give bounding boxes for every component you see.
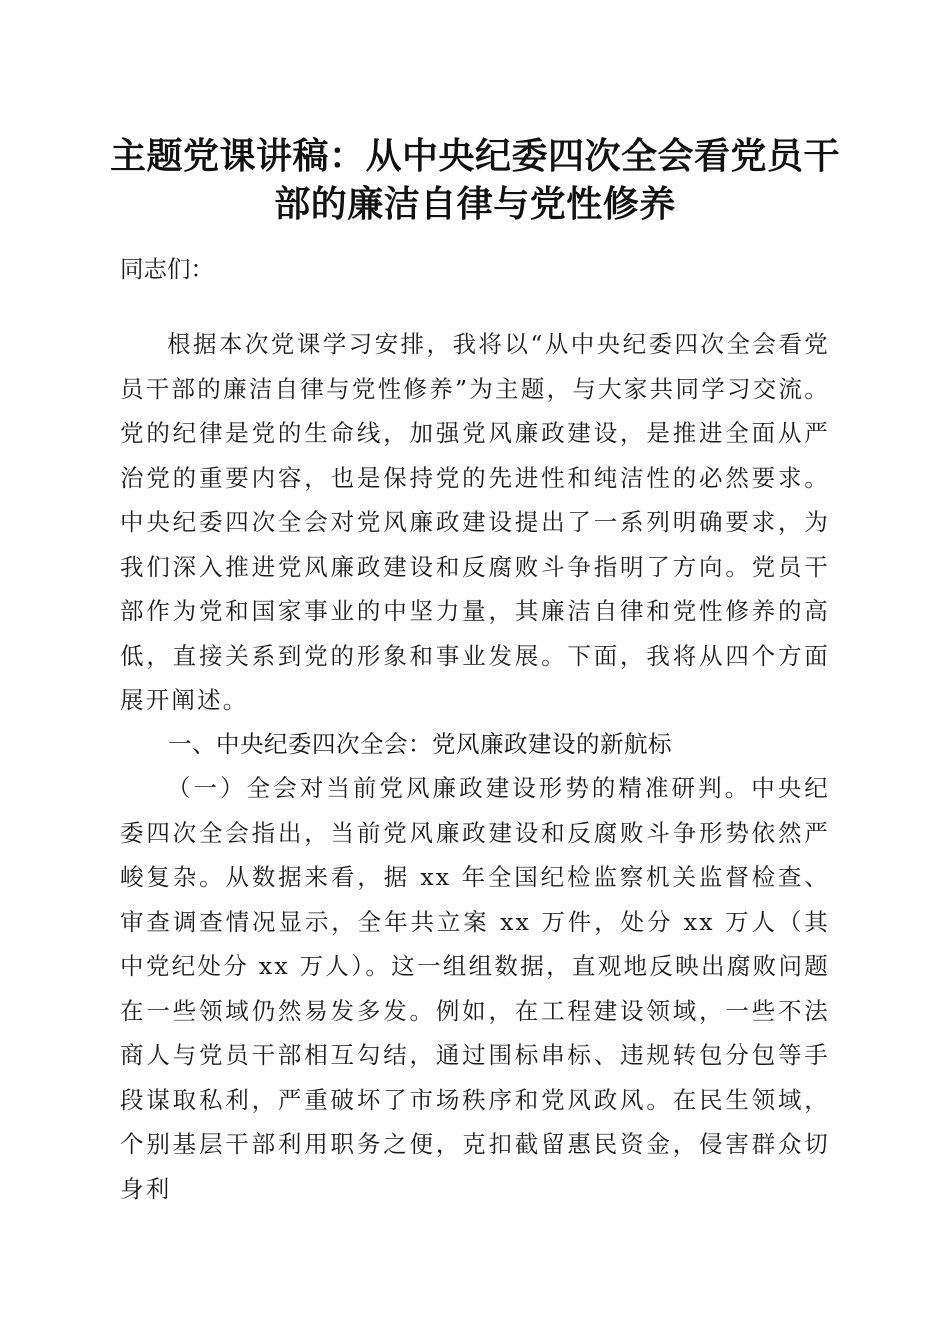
salutation: 同志们： xyxy=(120,255,214,283)
document-title xyxy=(100,132,850,228)
title-line-2: 部的廉洁自律与党性修养 xyxy=(274,183,676,225)
section-heading: 一、中央纪委四次全会：党风廉政建设的新航标 xyxy=(168,730,672,758)
title-line-1: 主题党课讲稿：从中央纪委四次全会看党员干 xyxy=(109,135,840,177)
intro-paragraph: 根据本次党课学习安排，我将以“从中央纪委四次全会看党员干部的廉洁自律与党性修养”为主题，与大家共同学习交流。党的纪律是党的生命线，加强党风廉政建设，是推进全面从严治党的重要内容，也是保持党的先进性和纯洁性的必然要求。中央纪委四次全会对党风廉政建设提出了一系列明确要求，为我们深入推进党风廉政建设和反腐败斗争指明了方向。党员干部作为党和国家事业的中坚力量，其廉洁自律和党性修养的高低，直接关系到党的形象和事业发展。下面，我将从四个方面展开阐述。 xyxy=(120,330,830,714)
section-paragraph: （一）全会对当前党风廉政建设形势的精准研判。中央纪委四次全会指出，当前党风廉政建设和反腐败斗争形势依然严峻复杂。从数据来看，据 xx 年全国纪检监察机关监督检查、审查调查情况显示，全年共立案 xx 万件，处分 xx 万人（其中党纪处分 xx 万人）。这一组组数据，直观地反映出腐败问题在一些领域仍然易发多发。例如，在工程建设领域，一些不法商人与党员干部相互勾结，通过围标串标、违规转包分包等手段谋取私利，严重破坏了市场秩序和党风政风。在民生领域，个别基层干部利用职务之便，克扣截留惠民资金，侵害群众切身利 xyxy=(120,774,830,1203)
